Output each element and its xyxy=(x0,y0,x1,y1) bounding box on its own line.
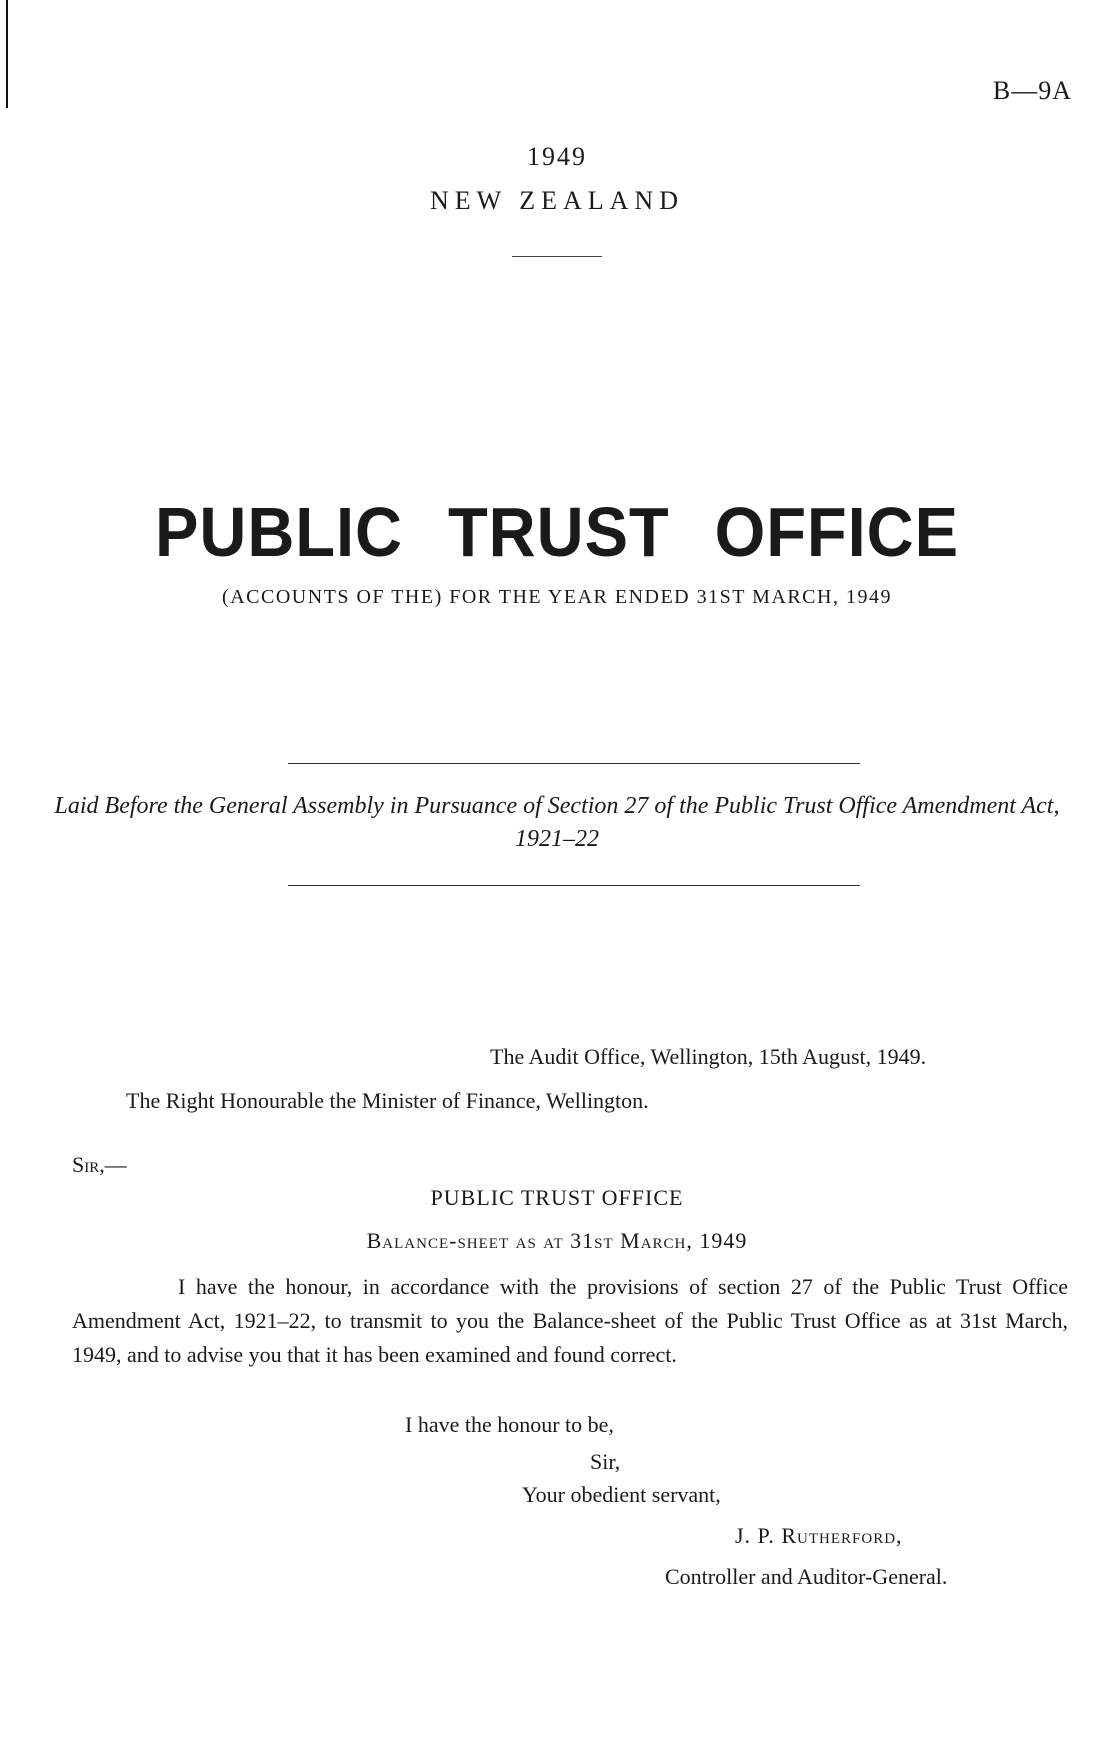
divider-top xyxy=(288,763,860,764)
audit-office-line: The Audit Office, Wellington, 15th August, 1949. xyxy=(490,1044,927,1069)
letter-subheading: Balance-sheet as at 31st March, 1949 xyxy=(366,1228,748,1253)
salutation: Sir,— xyxy=(72,1152,127,1177)
divider-short xyxy=(512,256,602,257)
laid-before-statement: Laid Before the General Assembly in Pursuance of Section 27 of the Public Trust Office Amendment Act, 1921–22 xyxy=(54,793,1060,852)
signatory-name: J. P. Rutherford, xyxy=(735,1523,903,1548)
closing-sir: Sir, xyxy=(590,1449,621,1474)
document-title: PUBLIC TRUST OFFICE xyxy=(155,493,959,571)
closing-servant: Your obedient servant, xyxy=(522,1482,721,1507)
addressee: The Right Honourable the Minister of Finance, Wellington. xyxy=(126,1088,649,1113)
document-subtitle: (ACCOUNTS OF THE) FOR THE YEAR ENDED 31ST MARCH, 1949 xyxy=(222,586,892,608)
signatory-position: Controller and Auditor-General. xyxy=(665,1564,948,1589)
letter-heading: PUBLIC TRUST OFFICE xyxy=(430,1185,684,1210)
divider-bottom xyxy=(288,885,860,886)
margin-rule xyxy=(6,0,8,108)
page-reference: B—9A xyxy=(992,76,1072,105)
closing-line: I have the honour to be, xyxy=(405,1412,614,1437)
year: 1949 xyxy=(527,142,587,171)
country: NEW ZEALAND xyxy=(430,186,684,215)
letter-body: I have the honour, in accordance with the provisions of section 27 of the Public Trust Office Amendment Act, 1921–22, to transmit to you the Balance-sheet of the Public Trust Office as at 31st March, 1949, and to advise you that it has been examined and found correct. xyxy=(72,1274,1068,1367)
